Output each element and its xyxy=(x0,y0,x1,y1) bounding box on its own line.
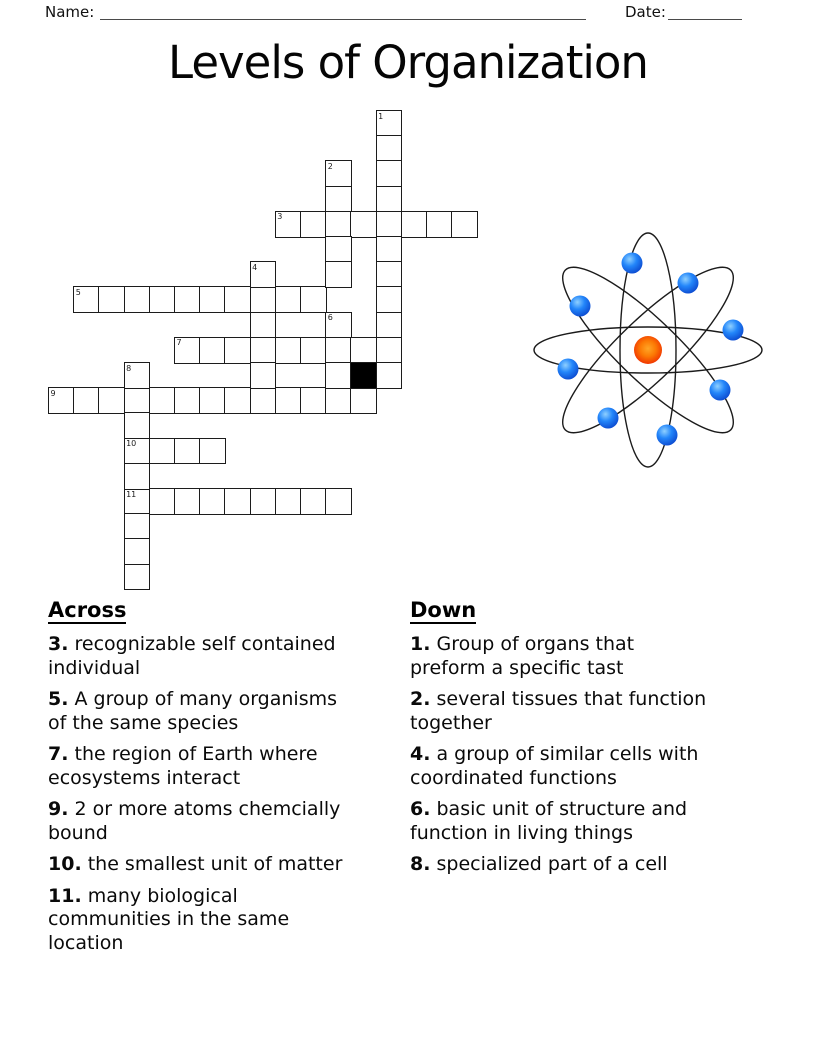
clue-5-across: 5. A group of many organisms of the same species xyxy=(48,688,338,734)
crossword-cell[interactable] xyxy=(350,337,377,364)
crossword-cell[interactable] xyxy=(376,135,403,162)
crossword-cell[interactable] xyxy=(426,211,453,238)
date-label: Date: xyxy=(625,3,666,21)
crossword-cell[interactable] xyxy=(149,438,176,465)
crossword-cell[interactable] xyxy=(250,286,277,313)
electron xyxy=(710,380,731,401)
crossword-cell[interactable] xyxy=(376,286,403,313)
atom-illustration xyxy=(518,224,778,476)
crossword-cell[interactable] xyxy=(250,488,277,515)
crossword-cell[interactable] xyxy=(124,513,151,540)
crossword-cell[interactable] xyxy=(174,337,201,364)
crossword-cell[interactable] xyxy=(300,337,327,364)
clue-7-across: 7. the region of Earth where ecosystems interact xyxy=(48,743,318,789)
crossword-cell[interactable] xyxy=(275,211,302,238)
clue-number: 4 xyxy=(252,262,258,272)
crossword-cell[interactable] xyxy=(325,186,352,213)
crossword-cell[interactable] xyxy=(174,438,201,465)
electron xyxy=(598,408,619,429)
crossword-cell[interactable] xyxy=(149,488,176,515)
crossword-cell[interactable] xyxy=(224,488,251,515)
crossword-cell[interactable] xyxy=(224,286,251,313)
crossword-cell[interactable] xyxy=(275,387,302,414)
clue-number: 10 xyxy=(126,439,137,449)
crossword-cell[interactable] xyxy=(199,488,226,515)
clue-6-down: 6. basic unit of structure and function in living things xyxy=(410,798,688,844)
crossword-cell[interactable] xyxy=(350,211,377,238)
clue-number: 7 xyxy=(176,338,182,348)
crossword-cell[interactable] xyxy=(325,488,352,515)
clue-number: 4. xyxy=(410,743,431,765)
crossword-cell[interactable] xyxy=(350,387,377,414)
page-title: Levels of Organization xyxy=(168,36,648,89)
down-clue-list xyxy=(410,633,770,877)
crossword-cell[interactable] xyxy=(325,312,352,339)
clue-3-across: 3. recognizable self contained individual xyxy=(48,633,336,679)
clue-number: 1 xyxy=(378,111,384,121)
crossword-cell[interactable] xyxy=(401,211,428,238)
clue-number: 2. xyxy=(410,688,431,710)
crossword-cell[interactable] xyxy=(174,488,201,515)
clue-9-across: 9. 2 or more atoms chemcially bound xyxy=(48,798,341,844)
crossword-cell[interactable] xyxy=(174,387,201,414)
crossword-cell[interactable] xyxy=(376,211,403,238)
electron xyxy=(622,253,643,274)
name-blank-line[interactable] xyxy=(100,19,586,20)
crossword-cell[interactable] xyxy=(300,387,327,414)
electron xyxy=(558,359,579,380)
crossword-cell[interactable] xyxy=(199,438,226,465)
crossword-cell[interactable] xyxy=(224,387,251,414)
clue-number: 11. xyxy=(48,884,82,907)
blocked-cell xyxy=(350,362,377,389)
clue-number: 3. xyxy=(48,633,69,655)
crossword-cell[interactable] xyxy=(300,211,327,238)
crossword-cell[interactable] xyxy=(300,488,327,515)
clue-number: 9 xyxy=(50,388,56,398)
clue-number: 9. xyxy=(48,798,69,820)
across-clues-section xyxy=(48,598,398,963)
crossword-cell[interactable] xyxy=(98,387,125,414)
clue-number: 8 xyxy=(126,363,132,373)
crossword-cell[interactable] xyxy=(73,387,100,414)
crossword-cell[interactable] xyxy=(48,387,75,414)
crossword-cell[interactable] xyxy=(451,211,478,238)
clue-11-across: 11. many biological communities in the same location xyxy=(48,884,290,954)
crossword-cell[interactable] xyxy=(124,538,151,565)
crossword-cell[interactable] xyxy=(224,337,251,364)
clue-2-down: 2. several tissues that function together xyxy=(410,688,707,734)
electron xyxy=(723,320,744,341)
clue-number: 2 xyxy=(327,161,333,171)
crossword-cell[interactable] xyxy=(376,186,403,213)
crossword-cell[interactable] xyxy=(250,261,277,288)
crossword-cell[interactable] xyxy=(376,261,403,288)
crossword-cell[interactable] xyxy=(325,362,352,389)
crossword-cell[interactable] xyxy=(300,286,327,313)
crossword-cell[interactable] xyxy=(124,438,151,465)
crossword-cell[interactable] xyxy=(250,337,277,364)
crossword-cell[interactable] xyxy=(199,387,226,414)
across-clue-list xyxy=(48,633,398,955)
clue-10-across: 10. the smallest unit of matter xyxy=(48,853,343,875)
crossword-cell[interactable] xyxy=(275,337,302,364)
clue-number: 5 xyxy=(75,287,81,297)
electron xyxy=(657,425,678,446)
clue-number: 7. xyxy=(48,743,69,765)
crossword-cell[interactable] xyxy=(275,286,302,313)
across-heading: Across xyxy=(48,598,127,622)
clue-8-down: 8. specialized part of a cell xyxy=(410,853,668,875)
crossword-cell[interactable] xyxy=(98,286,125,313)
clue-number: 11 xyxy=(126,489,137,499)
crossword-cell[interactable] xyxy=(325,211,352,238)
crossword-cell[interactable] xyxy=(124,387,151,414)
clue-number: 8. xyxy=(410,853,431,875)
crossword-cell[interactable] xyxy=(376,110,403,137)
crossword-cell[interactable] xyxy=(124,362,151,389)
clue-number: 1. xyxy=(410,633,431,655)
clue-1-down: 1. Group of organs that preform a specific tast xyxy=(410,633,635,679)
crossword-cell[interactable] xyxy=(149,387,176,414)
electron xyxy=(570,296,591,317)
crossword-cell[interactable] xyxy=(376,160,403,187)
clue-number: 6. xyxy=(410,798,431,820)
clue-number: 3 xyxy=(277,212,283,222)
crossword-cell[interactable] xyxy=(124,488,151,515)
down-heading: Down xyxy=(410,598,477,622)
crossword-cell[interactable] xyxy=(149,286,176,313)
crossword-cell[interactable] xyxy=(325,337,352,364)
crossword-cell[interactable] xyxy=(124,564,151,591)
crossword-cell[interactable] xyxy=(275,488,302,515)
crossword-cell[interactable] xyxy=(325,160,352,187)
clue-number: 5. xyxy=(48,688,69,710)
crossword-cell[interactable] xyxy=(325,387,352,414)
crossword-cell[interactable] xyxy=(250,312,277,339)
crossword-cell[interactable] xyxy=(250,387,277,414)
crossword-cell[interactable] xyxy=(73,286,100,313)
down-clues-section xyxy=(410,598,770,885)
crossword-cell[interactable] xyxy=(124,412,151,439)
clue-number: 6 xyxy=(327,313,333,323)
crossword-cell[interactable] xyxy=(250,362,277,389)
crossword-cell[interactable] xyxy=(325,261,352,288)
crossword-cell[interactable] xyxy=(376,312,403,339)
crossword-cell[interactable] xyxy=(376,337,403,364)
clue-4-down: 4. a group of similar cells with coordinated functions xyxy=(410,743,699,789)
crossword-cell[interactable] xyxy=(124,463,151,490)
crossword-cell[interactable] xyxy=(174,286,201,313)
crossword-cell[interactable] xyxy=(325,236,352,263)
electron xyxy=(678,273,699,294)
crossword-cell[interactable] xyxy=(376,236,403,263)
crossword-cell[interactable] xyxy=(376,362,403,389)
name-label: Name: xyxy=(45,3,95,21)
nucleus xyxy=(634,336,662,364)
clue-number: 10. xyxy=(48,853,82,875)
crossword-cell[interactable] xyxy=(124,286,151,313)
crossword-cell[interactable] xyxy=(199,286,226,313)
crossword-cell[interactable] xyxy=(199,337,226,364)
date-blank-line[interactable] xyxy=(668,19,742,20)
